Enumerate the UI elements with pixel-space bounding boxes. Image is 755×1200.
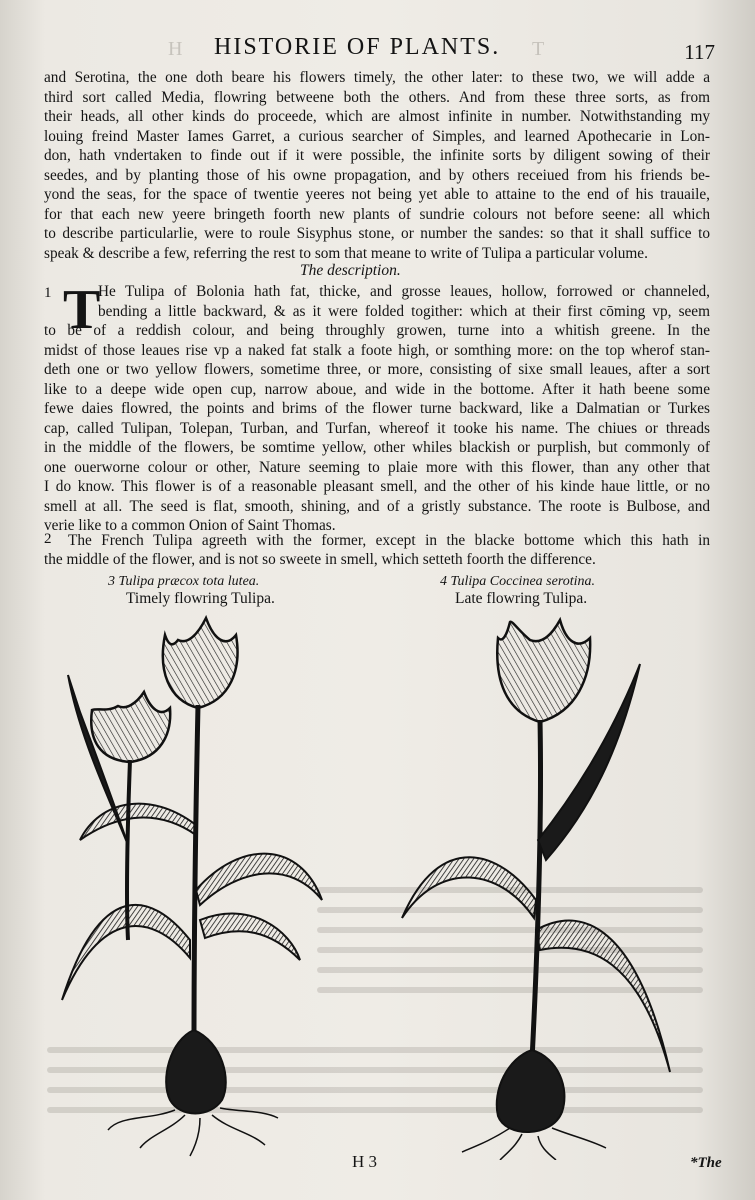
text-line: in the middle of the flowers, be somtime yellow, other whiles blackish or purplish, but commonly of [44, 439, 710, 456]
item-1-paragraph [44, 321, 710, 536]
text-line: like to a deepe wide open cup, narrow aboue, and wide in the bottome. After it hath beene some [44, 380, 710, 398]
figure-4-english-name: Late flowring Tulipa. [455, 590, 588, 607]
text-line: The French Tulipa agreeth with the former, except in the blacke bottome which this hath in [68, 532, 710, 549]
item-number: 1 [44, 285, 52, 301]
text-line: for that each new yeere bringeth foorth new plants of sundrie colours not before seene: all which [44, 205, 710, 223]
roots [462, 1128, 606, 1160]
page-number: 117 [684, 40, 715, 64]
figure-3-latin-name: 3 Tulipa præcox tota lutea. [108, 574, 260, 589]
item-1-first-lines [98, 282, 710, 321]
item-number: 2 [44, 531, 52, 547]
leaf [80, 804, 196, 840]
roots [108, 1108, 278, 1156]
tall-stem [194, 705, 198, 1040]
figure-4-latin-name: 4 Tulipa Coccinea serotina. [440, 574, 596, 589]
tall-flower [163, 618, 238, 708]
text-line: deth one or two yellow flowers, sometime three, or more, consisting of sixe small leaues, after a sort [44, 361, 710, 378]
woodcut-plate [0, 600, 755, 1160]
text-line: yond the seas, for the space of twentie yeeres not being yet able to attaine to the end of his trauaile, [44, 186, 710, 203]
text-line: to be of a reddish colour, and being throughly growen, turne into a whitish greene. In the [44, 322, 710, 339]
running-head [0, 34, 755, 64]
page-title: HISTORIE OF PLANTS. [214, 34, 501, 60]
signature-mark: H 3 [352, 1152, 378, 1171]
catchword: *The [690, 1155, 722, 1171]
text-line: He Tulipa of Bolonia hath fat, thicke, and grosse leaues, hollow, forrowed or channeled, [98, 283, 710, 300]
text-line: smell at all. The seed is flat, smooth, shining, and of a gristly substance. The roote is Bulbose, and [44, 497, 710, 515]
leaf [196, 854, 322, 905]
text-line: third sort called Media, flowring betweene both the others. And from these three sorts, as from [44, 88, 710, 106]
drop-cap: T [63, 279, 101, 341]
text-line: verie like to a common Onion of Saint Thomas. [44, 517, 336, 534]
text-line: bending a little backward, & as it were folded togither: which at their first cōming vp, seem [98, 302, 710, 320]
leaf [62, 905, 190, 1000]
text-line: and Serotina, the one doth beare his flowers timely, the other later: to these two, we will adde a [44, 69, 710, 86]
text-line: louing freind Master Iames Garret, a curious searcher of Simples, and learned Apothecarie in Lon- [44, 127, 710, 145]
flower [497, 620, 590, 722]
leaf [200, 914, 300, 960]
show-through-left: H [168, 38, 183, 60]
intro-paragraph [44, 68, 710, 263]
text-line: the middle of the flower, and is not so sweete in smell, which setteth foorth the difference. [44, 551, 596, 568]
text-line: midst of those leaues rise vp a naked fat stalk a foote high, or somthing more: on the top wherof stan- [44, 341, 710, 359]
text-line: fewe daies flowred, the points and brims of the flower turne backward, like a Dalmatian or Turkes [44, 400, 710, 417]
text-line: seedes, and by planting those of his owne propagation, and by others receiued from his friends be- [44, 166, 710, 184]
text-line: one ouerworne colour or other, Nature seeming to plaie more with this flower, than any other that [44, 458, 710, 476]
text-line: to describe particularlie, were to roule Sisyphus stone, or number the sandes: so that it shall suffice to [44, 225, 710, 242]
show-through-right: T [532, 38, 545, 60]
text-line: don, hath vndertaken to finde out if it were possible, the infinite sorts by diligent sowing of their [44, 147, 710, 164]
timely-tulip-illustration [62, 618, 322, 1156]
bulb [166, 1030, 226, 1114]
text-line: cap, called Tulipan, Tolepan, Turban, and Turfan, whereof it tooke his name. The chiues or threads [44, 419, 710, 437]
figure-3-english-name: Timely flowring Tulipa. [126, 590, 275, 607]
section-heading: The description. [300, 262, 401, 279]
short-flower [91, 692, 170, 762]
text-line: their heads, all other kinds do proceede, which are almost infinite in number. Notwithstanding my [44, 108, 710, 125]
text-line: I do know. This flower is of a reasonable pleasant smell, and the other of his kinde haue little, or no [44, 478, 710, 495]
item-2-first-line [68, 531, 710, 551]
text-line: speak & describe a few, referring the rest to som that meane to write of Tulipa a particular volume. [44, 244, 648, 262]
item-2-paragraph [44, 550, 710, 570]
bulb [497, 1050, 565, 1132]
